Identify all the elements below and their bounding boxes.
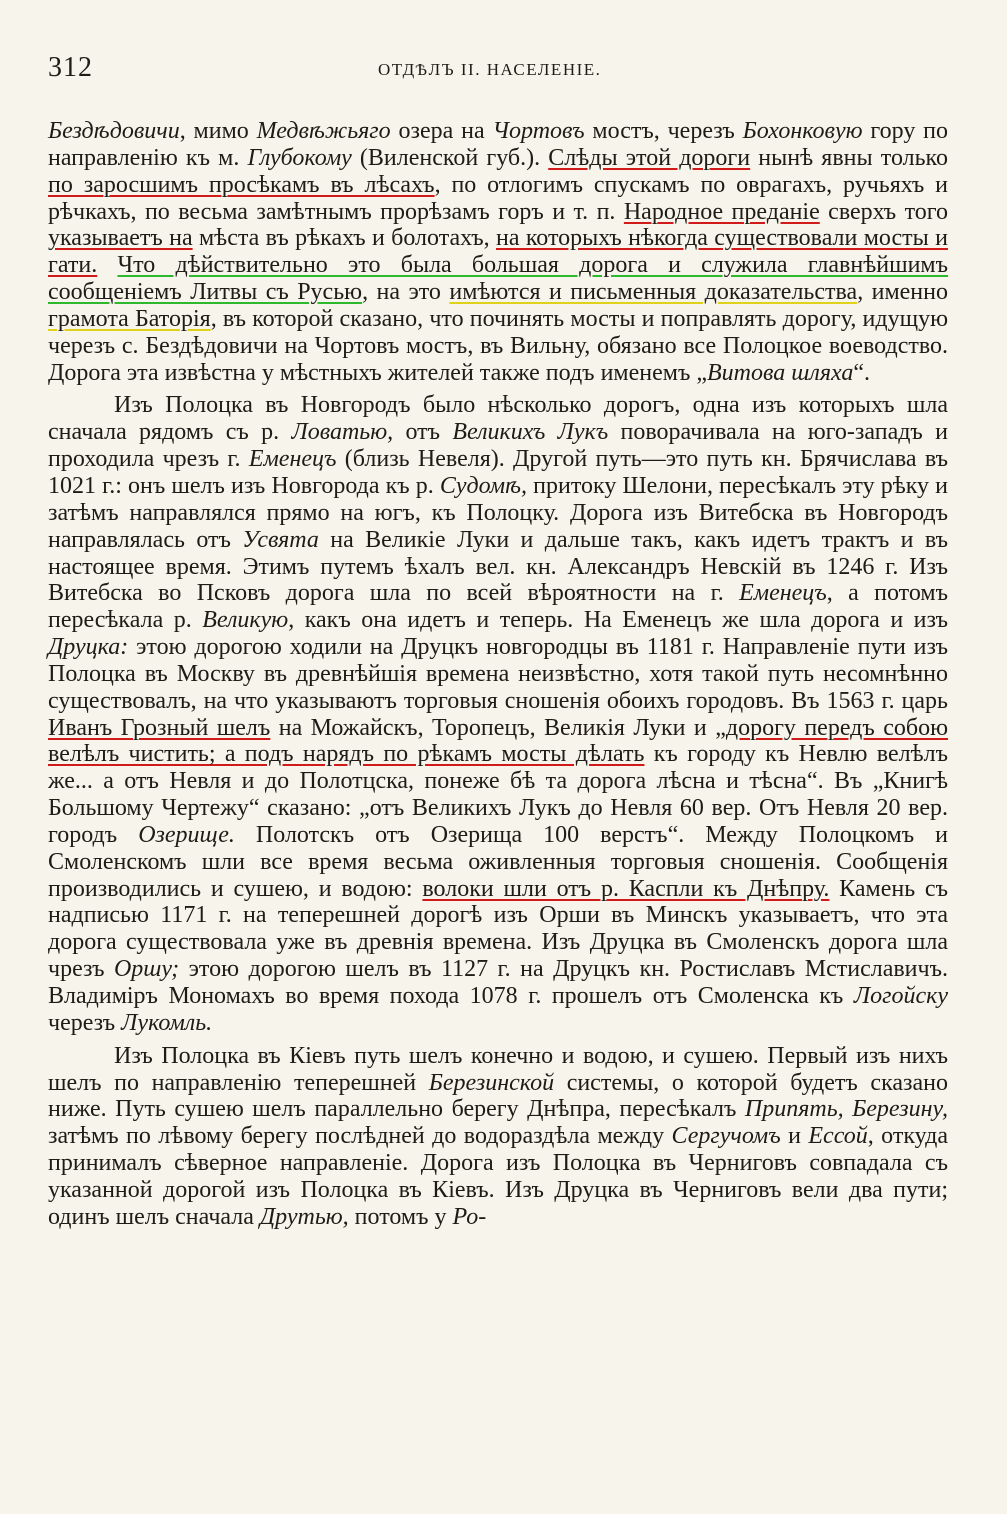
underlined-text-red: волоки шли отъ р. Каспли къ Днѣпру.	[422, 875, 830, 902]
text-segment: , по отлогимъ спускамъ по оврагахъ, ручьяхъ и рѣчкахъ, по весьма замѣтнымъ прорѣзамъ горъ и т. п.	[48, 171, 948, 225]
text-segment: Камень съ надписью 1171 г. на теперешней дорогѣ изъ Орши въ Минскъ указываетъ, что эта дорога существовала уже въ древнія времена. Изъ Друцка въ Смоленскъ дорога шла чрезъ	[48, 875, 948, 983]
text-segment: Изъ Полоцка въ Кіевъ путь шелъ конечно и водою, и сушею. Первый изъ нихъ шелъ по направленію теперешней	[48, 1042, 948, 1096]
italic-text: Ессой	[808, 1123, 868, 1150]
underlined-text-red: Народное преданіе	[623, 198, 820, 225]
text-segment: , въ которой сказано, что починять мосты и поправлять дорогу, идущую черезъ с. Бездѣдовичи на Чортовъ мостъ, въ Вильну, обязано все Полоцкое воеводство. Дорога эта извѣстна у мѣстныхъ жителей также подъ именемъ „	[48, 305, 948, 386]
text-segment: (Виленской губ.).	[351, 144, 549, 171]
text-segment: черезъ	[48, 1009, 122, 1036]
underlined-text-red: указываетъ на	[48, 225, 193, 252]
text-segment: , какъ она идетъ и теперь. На Еменецъ же шла дорога и изъ	[288, 607, 948, 634]
paragraph-1	[48, 118, 948, 386]
italic-text: Великихъ Лукъ	[452, 419, 609, 446]
italic-text: Логойску	[853, 983, 948, 1009]
text-segment: сверхъ того	[819, 198, 948, 225]
text-segment: “.	[853, 359, 870, 386]
underlined-text-red: Иванъ Грозный шелъ	[48, 714, 271, 741]
italic-text: Озерище.	[138, 821, 235, 848]
italic-text: Бездѣдовичи	[48, 118, 180, 144]
text-segment: отъ	[393, 419, 453, 446]
text-segment: и	[780, 1123, 809, 1150]
text-segment: Полотскъ отъ Озерища 100 верстъ“. Между Полоцкомъ и Смоленскомъ шли все время весьма оживленныя торговыя сношенія. Сообщенія производились и сушею, и водою:	[48, 821, 948, 902]
italic-text: Припять, Березину,	[744, 1096, 948, 1123]
text-segment: поворачивала на юго-западъ и проходила чрезъ г.	[48, 419, 948, 473]
text-segment: , мимо	[179, 118, 257, 144]
text-segment: этою дорогою ходили на Друцкъ новгородцы въ 1181 г. Направленіе пути изъ Полоцка въ Москву въ древнѣйшія времена неизвѣстно, хотя такой путь несомнѣнно существовалъ, на что указываютъ торговыя сношенія обоихъ городовъ. Въ 1563 г. царь	[48, 634, 948, 714]
text-segment: , именно	[857, 279, 948, 306]
text-segment: на Великіе Луки и дальше такъ, какъ идетъ трактъ и въ настоящее время. Этимъ путемъ ѣхалъ вел. кн. Александръ Невскій въ 1246 г. Изъ Витебска во Псковъ дорога шла по всей вѣроятности на г.	[48, 526, 949, 607]
italic-text: Великую	[202, 607, 289, 634]
paragraph-2	[48, 392, 948, 1036]
italic-text: Усвята	[242, 526, 319, 553]
italic-text: Оршу;	[113, 956, 180, 983]
italic-text: Еменецъ	[248, 446, 337, 473]
italic-text: Бохонковую	[742, 118, 863, 144]
underlined-text-yellow: имѣются и письменныя доказательства	[449, 279, 858, 306]
body-text	[48, 118, 948, 1231]
underlined-text-red: на которыхъ нѣкогда существовали мосты и гати.	[48, 225, 948, 279]
text-segment: Изъ Полоцка въ Новгородъ было нѣсколько дорогъ, одна изъ которыхъ шла сначала рядомъ съ р.	[48, 392, 948, 446]
text-segment: озера на	[390, 118, 493, 144]
text-segment: нынѣ явны только	[750, 144, 948, 171]
italic-text: Судомѣ,	[439, 472, 528, 499]
text-segment: на Можайскъ, Торопецъ, Великія Луки и	[270, 714, 716, 741]
text-segment: , а потомъ пересѣкала р.	[48, 580, 948, 634]
text-segment: (близь Невеля). Другой путь—это путь кн. Брячислава въ 1021 г.: онъ шелъ изъ Новгорода къ р.	[48, 446, 948, 499]
text-segment: системы, о которой будетъ сказано ниже. Путь сушею шелъ параллельно берегу Днѣпра, пересѣкалъ	[48, 1069, 949, 1123]
italic-text: Ро-	[452, 1203, 487, 1230]
text-segment: притоку Шелони, пересѣкалъ эту рѣку и затѣмъ направлялся прямо на югъ, къ Полоцку. Дорога изъ Витебска въ Новгородъ направлялась отъ	[48, 472, 948, 553]
italic-text: Лукомль.	[121, 1009, 213, 1036]
page-header	[48, 52, 948, 92]
underlined-text-red: „дорогу передъ собою велѣлъ чистить; а подъ нарядъ по рѣкамъ мосты дѣлать	[48, 714, 949, 768]
text-segment: мѣста въ рѣкахъ и болотахъ,	[192, 225, 496, 252]
underlined-text-red: по заросшимъ просѣкамъ въ лѣсахъ	[48, 171, 435, 198]
underlined-text-yellow: грамота Баторія	[48, 305, 211, 332]
italic-text: Медвѣжьяго	[256, 118, 391, 144]
text-segment: этою дорогою шелъ въ 1127 г. на Друцкъ кн. Ростиславъ Мстиславичъ. Владиміръ Мономахъ во время похода 1078 г. прошелъ отъ Смоленска къ	[48, 956, 948, 1009]
italic-text: Березинской	[428, 1069, 555, 1096]
italic-text: Витова шляха	[707, 359, 854, 386]
text-segment: , на это	[362, 279, 450, 306]
text-segment	[97, 252, 117, 278]
paragraph-3	[48, 1043, 948, 1231]
italic-text: Глубокому	[247, 144, 352, 171]
italic-text: Друцка:	[48, 634, 129, 661]
text-segment: потомъ у	[348, 1203, 453, 1230]
italic-text: Еменецъ	[739, 580, 827, 607]
underlined-text-red: Слѣды этой дороги	[548, 144, 751, 171]
text-segment: мостъ, черезъ	[584, 118, 743, 144]
italic-text: Чортовъ	[492, 118, 585, 144]
italic-text: Сергучомъ	[671, 1123, 781, 1150]
italic-text: Друтью,	[259, 1203, 349, 1230]
text-segment: , откуда принималъ сѣверное направленіе. Дорога изъ Полоцка въ Черниговъ совпадала съ указанной дорогой изъ Полоцка въ Кіевъ. Изъ Друцка въ Черниговъ вели два пути; одинъ шелъ сначала	[48, 1123, 949, 1230]
text-segment: затѣмъ по лѣвому берегу послѣдней до водораздѣла между	[48, 1123, 672, 1150]
text-segment: къ городу къ Невлю велѣлъ же... а отъ Невля и до Полотцска, понеже бѣ та дорога лѣсна и тѣсна“. Въ „Книгѣ Большому Чертежу“ сказано: „отъ Великихъ Лукъ до Невля 60 вер. Отъ Невля 20 вер. городъ	[48, 741, 948, 848]
italic-text: Ловатью,	[291, 419, 394, 446]
running-title: ОТДѢЛЪ II. НАСЕЛЕНІЕ.	[378, 60, 602, 79]
underlined-text-green: Что дѣйствительно это была большая дорога и служила главнѣйшимъ сообщеніемъ Литвы съ Русью	[48, 252, 949, 306]
text-segment: гору по направленію къ м.	[48, 118, 949, 171]
page-number: 312	[48, 52, 93, 83]
